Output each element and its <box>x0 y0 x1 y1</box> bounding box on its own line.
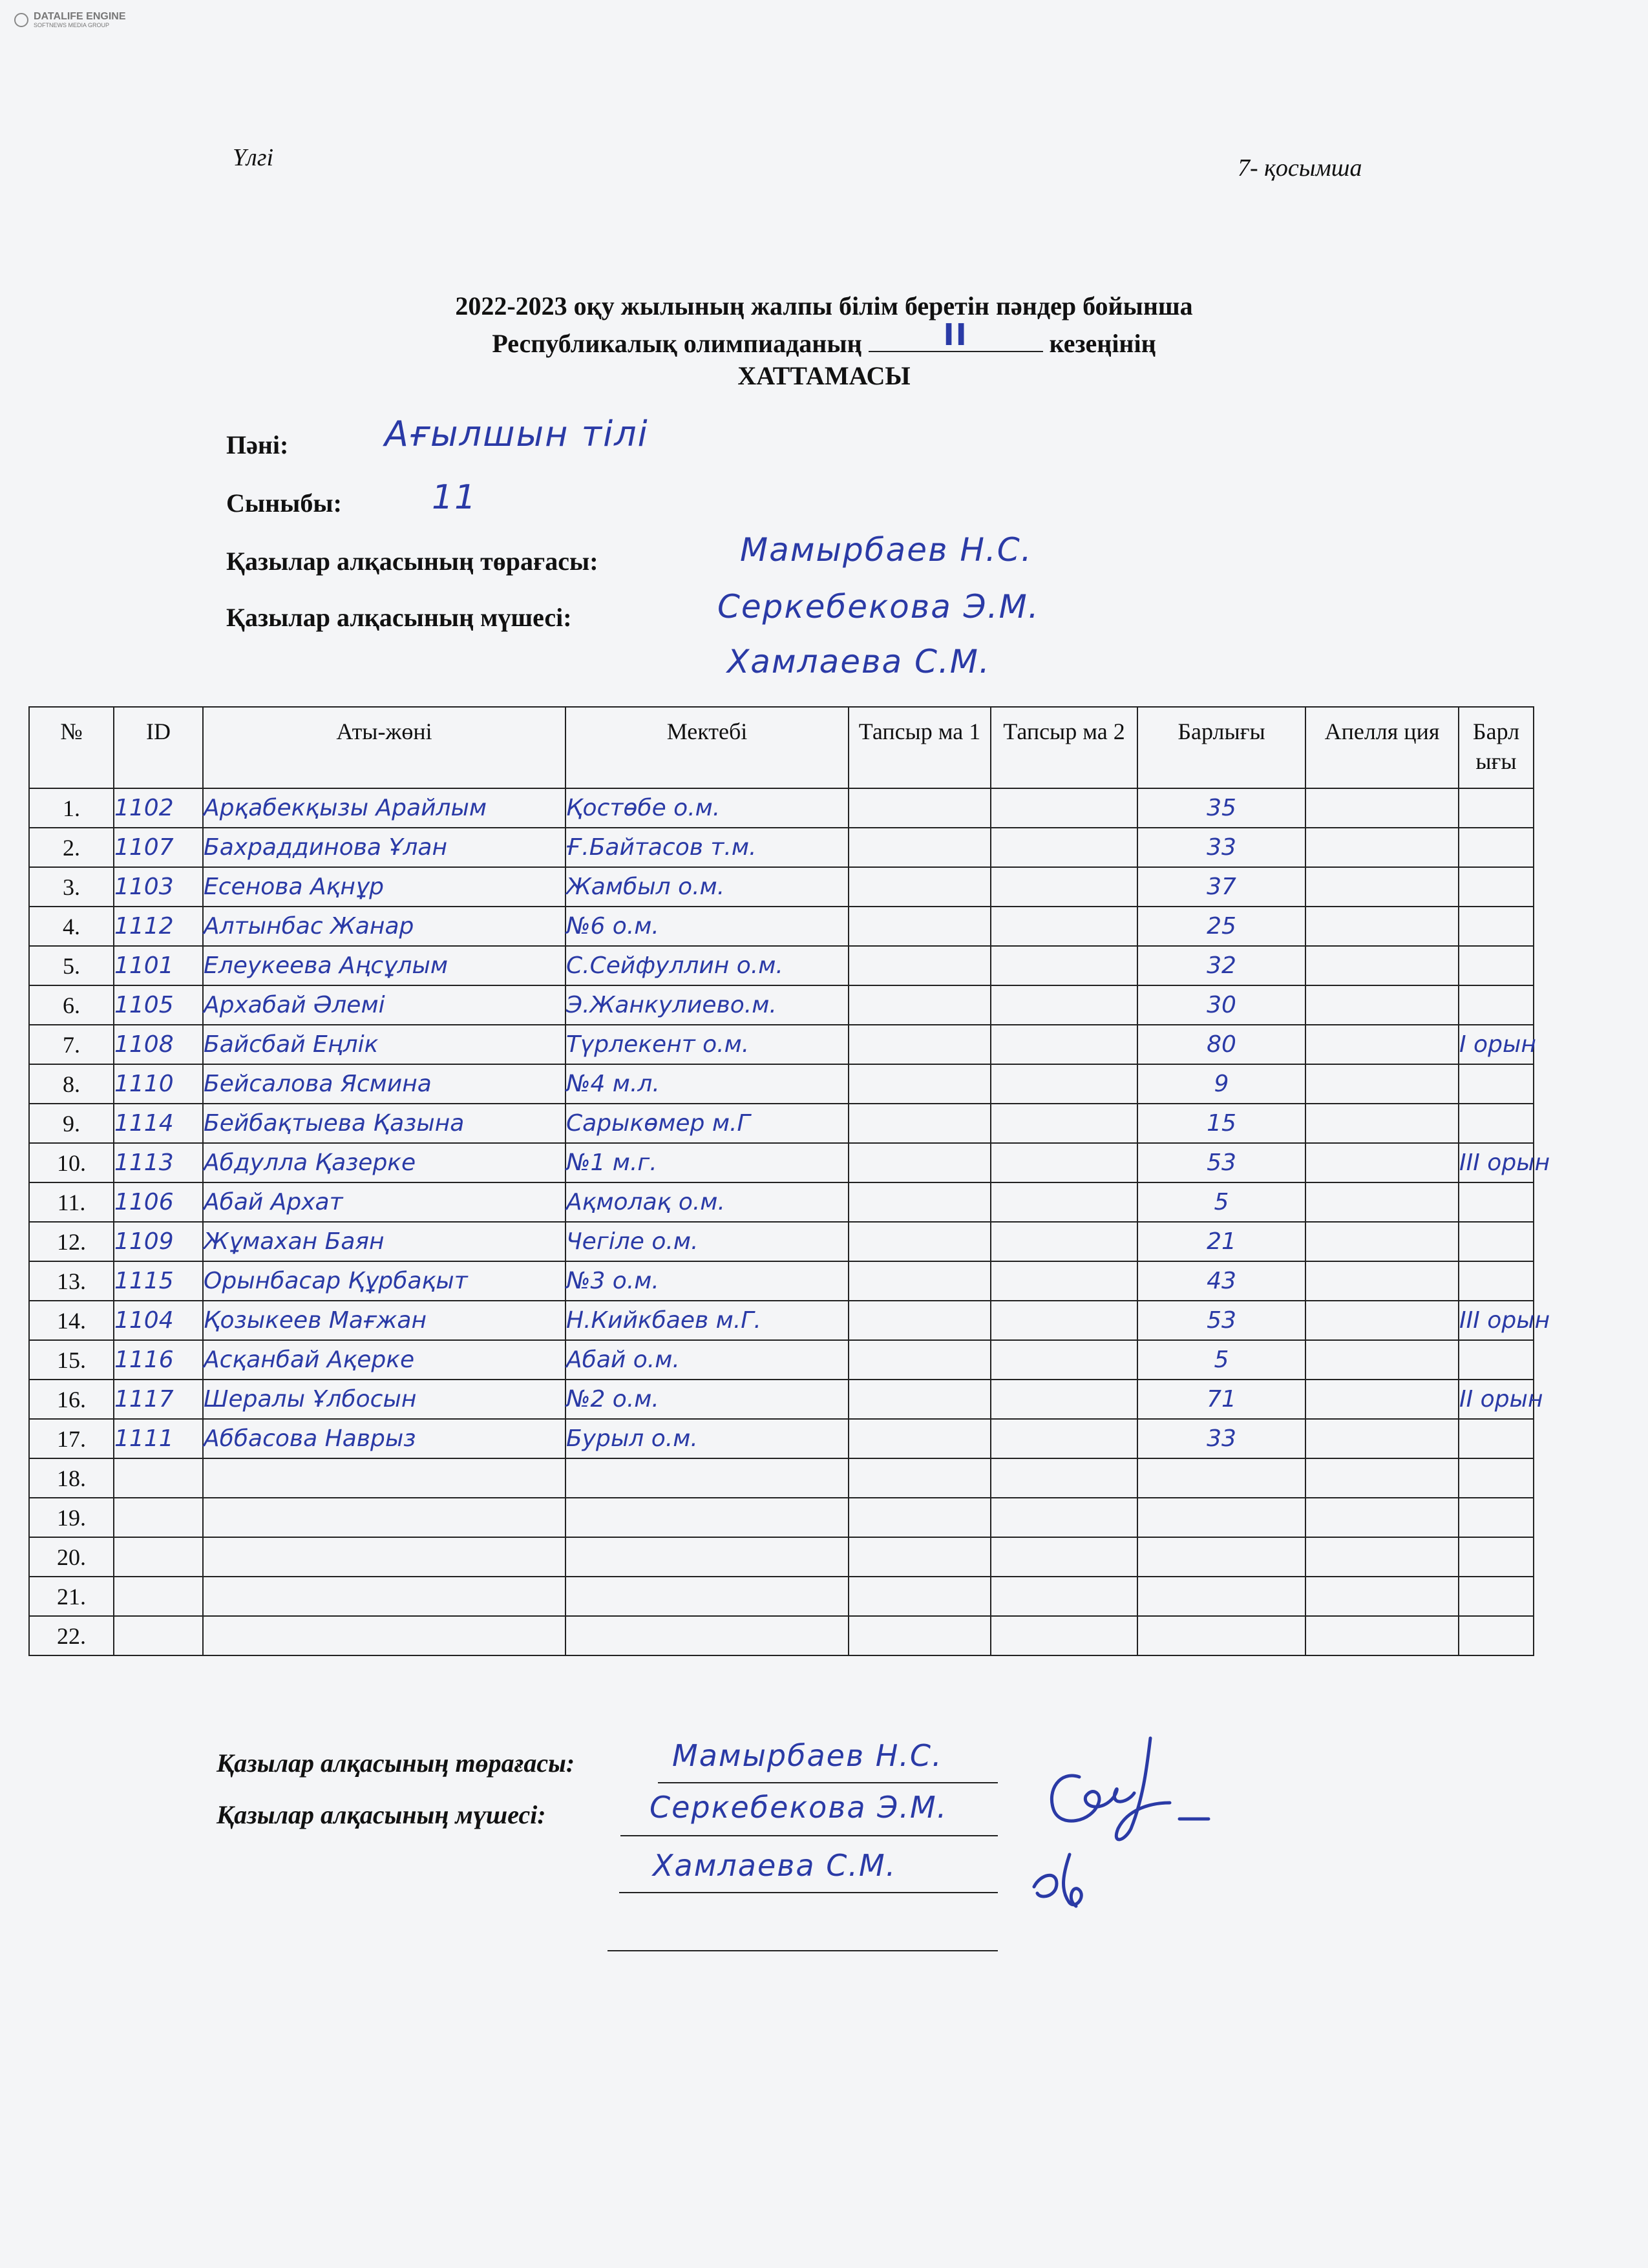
table-row <box>29 1222 1534 1261</box>
row-id: 1112 <box>114 907 203 946</box>
row-appeal <box>1305 788 1459 828</box>
row-task-1 <box>849 867 991 907</box>
row-id: 1105 <box>114 985 203 1025</box>
row-appeal <box>1305 946 1459 985</box>
row-task-1 <box>849 1222 991 1261</box>
row-task-2 <box>991 1616 1137 1655</box>
row-appeal <box>1305 1537 1459 1577</box>
row-name: Абдулла Қазерке <box>203 1143 565 1182</box>
row-task-1 <box>849 1380 991 1419</box>
row-appeal <box>1305 1222 1459 1261</box>
row-total <box>1137 1498 1305 1537</box>
col-header-task-2: Тапсыр ма 2 <box>991 707 1137 788</box>
row-place <box>1459 828 1534 867</box>
col-header-number: № <box>29 707 114 788</box>
stage-value: II <box>943 317 968 352</box>
row-id: 1106 <box>114 1182 203 1222</box>
table-row <box>29 1419 1534 1458</box>
row-task-1 <box>849 828 991 867</box>
row-id: 1113 <box>114 1143 203 1182</box>
row-id: 1102 <box>114 788 203 828</box>
footer-blank-line <box>607 1950 998 1951</box>
row-school: С.Сейфуллин о.м. <box>565 946 849 985</box>
table-row <box>29 1064 1534 1104</box>
row-task-2 <box>991 1025 1137 1064</box>
row-appeal <box>1305 1143 1459 1182</box>
row-number: 17. <box>29 1419 114 1458</box>
footer-chair-line <box>658 1782 998 1783</box>
row-task-1 <box>849 1537 991 1577</box>
row-place: I орын <box>1459 1025 1534 1064</box>
table-row <box>29 1301 1534 1340</box>
row-number: 4. <box>29 907 114 946</box>
datalife-logo-icon <box>14 13 28 27</box>
row-number: 9. <box>29 1104 114 1143</box>
row-total: 25 <box>1137 907 1305 946</box>
row-id: 1110 <box>114 1064 203 1104</box>
row-total: 15 <box>1137 1104 1305 1143</box>
row-task-2 <box>991 1143 1137 1182</box>
row-task-2 <box>991 1577 1137 1616</box>
row-name: Асқанбай Ақерке <box>203 1340 565 1380</box>
row-task-2 <box>991 1380 1137 1419</box>
row-id: 1111 <box>114 1419 203 1458</box>
row-task-1 <box>849 907 991 946</box>
row-total <box>1137 1577 1305 1616</box>
table-row <box>29 1104 1534 1143</box>
row-task-1 <box>849 1182 991 1222</box>
row-number: 19. <box>29 1498 114 1537</box>
row-id: 1115 <box>114 1261 203 1301</box>
row-name: Бейсалова Ясмина <box>203 1064 565 1104</box>
row-place <box>1459 1537 1534 1577</box>
row-appeal <box>1305 1064 1459 1104</box>
row-school: Сарыкөмер м.Г <box>565 1104 849 1143</box>
row-task-1 <box>849 1616 991 1655</box>
footer-chair-value: Мамырбаев Н.С. <box>672 1738 943 1773</box>
row-place <box>1459 788 1534 828</box>
row-total: 71 <box>1137 1380 1305 1419</box>
row-place <box>1459 867 1534 907</box>
row-school: Н.Кийкбаев м.Г. <box>565 1301 849 1340</box>
sample-label: Үлгі <box>233 144 274 171</box>
table-row <box>29 1498 1534 1537</box>
member-value-2: Хамлаева С.М. <box>727 643 991 680</box>
row-id: 1101 <box>114 946 203 985</box>
row-name <box>203 1616 565 1655</box>
row-number: 5. <box>29 946 114 985</box>
row-school: Чегіле о.м. <box>565 1222 849 1261</box>
row-task-2 <box>991 1064 1137 1104</box>
row-number: 7. <box>29 1025 114 1064</box>
grade-value: 11 <box>432 478 478 517</box>
row-number: 14. <box>29 1301 114 1340</box>
row-name: Бахраддинова Ұлан <box>203 828 565 867</box>
row-total: 33 <box>1137 1419 1305 1458</box>
row-number: 12. <box>29 1222 114 1261</box>
row-place <box>1459 1104 1534 1143</box>
row-id <box>114 1458 203 1498</box>
row-task-1 <box>849 1261 991 1301</box>
col-header-name: Аты-жөні <box>203 707 565 788</box>
row-number: 20. <box>29 1537 114 1577</box>
row-appeal <box>1305 828 1459 867</box>
row-appeal <box>1305 1380 1459 1419</box>
row-name <box>203 1577 565 1616</box>
row-school: Абай о.м. <box>565 1340 849 1380</box>
row-task-1 <box>849 946 991 985</box>
row-task-1 <box>849 1301 991 1340</box>
row-number: 1. <box>29 788 114 828</box>
col-header-task-1: Тапсыр ма 1 <box>849 707 991 788</box>
row-place <box>1459 1064 1534 1104</box>
table-row <box>29 985 1534 1025</box>
row-task-1 <box>849 985 991 1025</box>
row-appeal <box>1305 1025 1459 1064</box>
row-place <box>1459 1419 1534 1458</box>
row-total: 37 <box>1137 867 1305 907</box>
row-id: 1104 <box>114 1301 203 1340</box>
subject-label: Пәні: <box>226 430 289 459</box>
watermark-sub: SOFTNEWS MEDIA GROUP <box>34 22 110 28</box>
row-place <box>1459 1261 1534 1301</box>
row-school: Жамбыл о.м. <box>565 867 849 907</box>
row-task-1 <box>849 1064 991 1104</box>
row-school <box>565 1577 849 1616</box>
row-task-2 <box>991 788 1137 828</box>
row-school: Түрлекент о.м. <box>565 1025 849 1064</box>
row-name: Абай Архат <box>203 1182 565 1222</box>
row-appeal <box>1305 907 1459 946</box>
row-number: 2. <box>29 828 114 867</box>
footer-member-value-1: Серкебекова Э.М. <box>650 1790 948 1825</box>
title-line-2-after: кезеңінің <box>1049 329 1156 358</box>
title-line-3: ХАТТАМАСЫ <box>737 361 911 390</box>
table-row <box>29 907 1534 946</box>
row-name: Алтынбас Жанар <box>203 907 565 946</box>
row-name: Орынбасар Құрбақыт <box>203 1261 565 1301</box>
row-school: №6 о.м. <box>565 907 849 946</box>
col-header-final: Барл ығы <box>1459 707 1534 788</box>
row-place <box>1459 1577 1534 1616</box>
row-appeal <box>1305 1498 1459 1537</box>
table-row <box>29 1577 1534 1616</box>
row-school <box>565 1537 849 1577</box>
row-school: №1 м.г. <box>565 1143 849 1182</box>
row-id: 1117 <box>114 1380 203 1419</box>
row-name: Жұмахан Баян <box>203 1222 565 1261</box>
row-task-2 <box>991 907 1137 946</box>
row-name <box>203 1458 565 1498</box>
row-appeal <box>1305 1419 1459 1458</box>
row-name: Қозыкеев Мағжан <box>203 1301 565 1340</box>
grade-label: Сыныбы: <box>226 488 342 518</box>
row-appeal <box>1305 1301 1459 1340</box>
row-task-1 <box>849 1025 991 1064</box>
row-number: 13. <box>29 1261 114 1301</box>
row-id: 1103 <box>114 867 203 907</box>
row-task-2 <box>991 1458 1137 1498</box>
row-total: 80 <box>1137 1025 1305 1064</box>
row-task-2 <box>991 1340 1137 1380</box>
row-appeal <box>1305 1104 1459 1143</box>
row-task-1 <box>849 1104 991 1143</box>
row-total: 5 <box>1137 1182 1305 1222</box>
row-name: Байсбай Еңлік <box>203 1025 565 1064</box>
row-id <box>114 1577 203 1616</box>
row-name: Архабай Әлемі <box>203 985 565 1025</box>
title-line-2 <box>0 317 1648 359</box>
title-line-2-before: Республикалық олимпиаданың <box>492 329 862 358</box>
row-id: 1109 <box>114 1222 203 1261</box>
table-row <box>29 1261 1534 1301</box>
row-number: 15. <box>29 1340 114 1380</box>
row-place <box>1459 1182 1534 1222</box>
footer-member-label: Қазылар алқасының мүшесі: <box>217 1800 546 1829</box>
row-id <box>114 1537 203 1577</box>
row-name: Елеукеева Аңсұлым <box>203 946 565 985</box>
row-appeal <box>1305 867 1459 907</box>
row-school <box>565 1498 849 1537</box>
member-value-1: Серкебекова Э.М. <box>717 588 1040 625</box>
row-appeal <box>1305 1458 1459 1498</box>
row-task-2 <box>991 828 1137 867</box>
row-total: 9 <box>1137 1064 1305 1104</box>
table-row <box>29 1143 1534 1182</box>
row-number: 22. <box>29 1616 114 1655</box>
row-task-1 <box>849 1419 991 1458</box>
footer-chair-label: Қазылар алқасының төрағасы: <box>217 1748 575 1778</box>
col-header-school: Мектебі <box>565 707 849 788</box>
row-task-1 <box>849 1458 991 1498</box>
row-place <box>1459 985 1534 1025</box>
row-place <box>1459 907 1534 946</box>
row-name <box>203 1498 565 1537</box>
col-header-total: Барлығы <box>1137 707 1305 788</box>
table-row <box>29 1182 1534 1222</box>
row-total: 53 <box>1137 1301 1305 1340</box>
row-number: 6. <box>29 985 114 1025</box>
row-id <box>114 1616 203 1655</box>
row-appeal <box>1305 1261 1459 1301</box>
row-school <box>565 1458 849 1498</box>
row-task-2 <box>991 1261 1137 1301</box>
row-total: 30 <box>1137 985 1305 1025</box>
row-total: 53 <box>1137 1143 1305 1182</box>
row-total: 35 <box>1137 788 1305 828</box>
row-name: Есенова Ақнұр <box>203 867 565 907</box>
row-total: 32 <box>1137 946 1305 985</box>
row-appeal <box>1305 1616 1459 1655</box>
row-task-2 <box>991 1498 1137 1537</box>
row-task-2 <box>991 1301 1137 1340</box>
table-row <box>29 788 1534 828</box>
row-task-2 <box>991 1537 1137 1577</box>
stage-blank <box>869 317 1043 352</box>
row-place <box>1459 1616 1534 1655</box>
footer-member-line-2 <box>619 1892 998 1893</box>
row-place <box>1459 1498 1534 1537</box>
row-task-2 <box>991 946 1137 985</box>
chair-label: Қазылар алқасының төрағасы: <box>226 547 598 576</box>
row-name <box>203 1537 565 1577</box>
row-place <box>1459 1222 1534 1261</box>
row-task-1 <box>849 788 991 828</box>
row-task-1 <box>849 1498 991 1537</box>
row-place: III орын <box>1459 1301 1534 1340</box>
row-task-2 <box>991 1104 1137 1143</box>
row-number: 10. <box>29 1143 114 1182</box>
footer-member-line-1 <box>620 1835 998 1836</box>
row-school: Бурыл о.м. <box>565 1419 849 1458</box>
row-total: 5 <box>1137 1340 1305 1380</box>
row-task-2 <box>991 1222 1137 1261</box>
row-task-2 <box>991 867 1137 907</box>
row-task-1 <box>849 1143 991 1182</box>
table-row <box>29 1537 1534 1577</box>
row-total: 21 <box>1137 1222 1305 1261</box>
row-name: Бейбақтыева Қазына <box>203 1104 565 1143</box>
row-task-1 <box>849 1577 991 1616</box>
results-table <box>28 706 1550 1656</box>
row-school: Ғ.Байтасов т.м. <box>565 828 849 867</box>
row-number: 11. <box>29 1182 114 1222</box>
row-total: 43 <box>1137 1261 1305 1301</box>
row-id: 1107 <box>114 828 203 867</box>
row-id: 1108 <box>114 1025 203 1064</box>
subject-value: Ағылшын тілі <box>385 414 649 454</box>
member-label: Қазылар алқасының мүшесі: <box>226 603 572 632</box>
row-appeal <box>1305 1340 1459 1380</box>
row-place <box>1459 1458 1534 1498</box>
row-total <box>1137 1616 1305 1655</box>
row-name: Шералы Ұлбосын <box>203 1380 565 1419</box>
row-school: Э.Жанкулиево.м. <box>565 985 849 1025</box>
row-task-2 <box>991 1182 1137 1222</box>
title-line-1: 2022-2023 оқу жылының жалпы білім беретін пәндер бойынша <box>455 291 1193 320</box>
table-header-row <box>29 707 1534 788</box>
row-total: 33 <box>1137 828 1305 867</box>
row-number: 16. <box>29 1380 114 1419</box>
row-id: 1114 <box>114 1104 203 1143</box>
table-row <box>29 946 1534 985</box>
signature-icon <box>1021 1732 1215 1919</box>
row-number: 18. <box>29 1458 114 1498</box>
row-task-2 <box>991 985 1137 1025</box>
col-header-id: ID <box>114 707 203 788</box>
watermark-name: DATALIFE ENGINE <box>34 11 126 22</box>
row-total <box>1137 1458 1305 1498</box>
row-number: 3. <box>29 867 114 907</box>
chair-value: Мамырбаев Н.С. <box>740 531 1033 569</box>
row-school: Ақмолақ о.м. <box>565 1182 849 1222</box>
table-row <box>29 828 1534 867</box>
watermark <box>14 12 126 28</box>
table-row <box>29 1340 1534 1380</box>
footer-member-value-2: Хамлаева С.М. <box>653 1848 897 1883</box>
table-row <box>29 1025 1534 1064</box>
row-appeal <box>1305 985 1459 1025</box>
table-row <box>29 1380 1534 1419</box>
row-name: Аббасова Наврыз <box>203 1419 565 1458</box>
row-total <box>1137 1537 1305 1577</box>
appendix-label: 7- қосымша <box>1238 154 1362 182</box>
col-header-appeal: Апелля ция <box>1305 707 1459 788</box>
row-school: №3 о.м. <box>565 1261 849 1301</box>
row-number: 8. <box>29 1064 114 1104</box>
row-id <box>114 1498 203 1537</box>
row-place: II орын <box>1459 1380 1534 1419</box>
table-row <box>29 1616 1534 1655</box>
row-task-2 <box>991 1419 1137 1458</box>
row-appeal <box>1305 1182 1459 1222</box>
row-school: №2 о.м. <box>565 1380 849 1419</box>
row-appeal <box>1305 1577 1459 1616</box>
table-row <box>29 1458 1534 1498</box>
table-row <box>29 867 1534 907</box>
row-school <box>565 1616 849 1655</box>
row-place <box>1459 1340 1534 1380</box>
row-id: 1116 <box>114 1340 203 1380</box>
row-name: Арқабекқызы Арайлым <box>203 788 565 828</box>
row-place <box>1459 946 1534 985</box>
row-school: Қостөбе о.м. <box>565 788 849 828</box>
row-number: 21. <box>29 1577 114 1616</box>
row-school: №4 м.л. <box>565 1064 849 1104</box>
row-place: III орын <box>1459 1143 1534 1182</box>
row-task-1 <box>849 1340 991 1380</box>
